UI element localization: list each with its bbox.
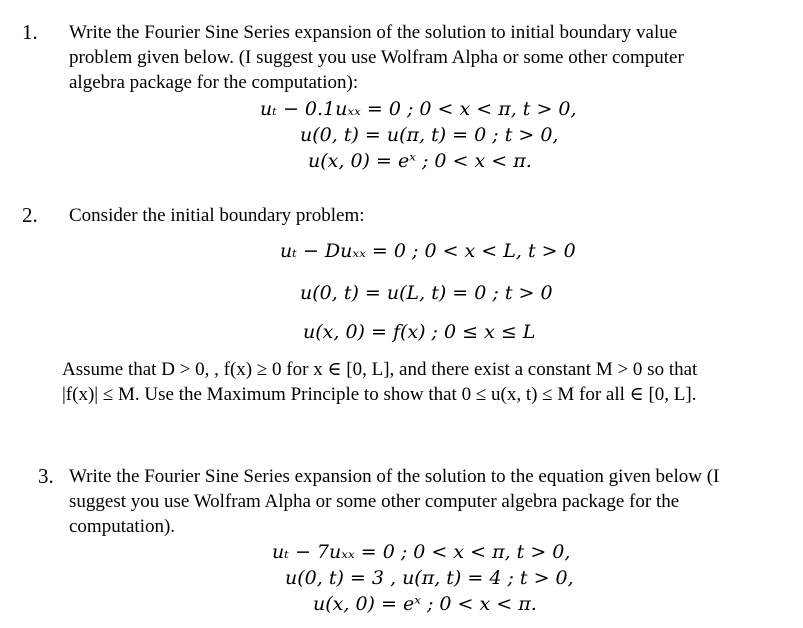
problem-3-line-1: Write the Fourier Sine Series expansion of the solution to the equation given below (I bbox=[69, 466, 720, 487]
problem-1-line-2: problem given below. (I suggest you use Wolfram Alpha or some other computer bbox=[69, 47, 684, 68]
problem-1-line-1: Write the Fourier Sine Series expansion of the solution to initial boundary value bbox=[69, 22, 678, 43]
problem-2-line-1: Consider the initial boundary problem: bbox=[69, 205, 365, 226]
problem-3-equation-2: u(0, t) = 3 , u(π, t) = 4 ; t > 0, bbox=[285, 567, 574, 589]
problem-3-equation-3: u(x, 0) = eˣ ; 0 < x < π. bbox=[313, 593, 537, 615]
problem-2-after-line-2: |f(x)| ≤ M. Use the Maximum Principle to show that 0 ≤ u(x, t) ≤ M for all ∈ [0, L]. bbox=[62, 384, 697, 405]
problem-2-equation-3: u(x, 0) = f(x) ; 0 ≤ x ≤ L bbox=[303, 321, 536, 343]
problem-3-number: 3. bbox=[38, 464, 54, 488]
problem-3-equation-1: uₜ − 7uₓₓ = 0 ; 0 < x < π, t > 0, bbox=[272, 541, 571, 563]
problem-3-line-3: computation). bbox=[69, 516, 176, 537]
problem-1-line-3: algebra package for the computation): bbox=[69, 72, 359, 93]
problem-1-number: 1. bbox=[22, 20, 38, 44]
problem-1-equation-3: u(x, 0) = eˣ ; 0 < x < π. bbox=[308, 150, 532, 172]
problem-2-equation-2: u(0, t) = u(L, t) = 0 ; t > 0 bbox=[300, 282, 553, 304]
problem-2-number: 2. bbox=[22, 203, 38, 227]
problem-2-after-line-1: Assume that D > 0, , f(x) ≥ 0 for x ∈ [0, L], and there exist a constant M > 0 so that bbox=[62, 359, 698, 380]
problem-3-line-2: suggest you use Wolfram Alpha or some other computer algebra package for the bbox=[69, 491, 680, 512]
problem-1-equation-2: u(0, t) = u(π, t) = 0 ; t > 0, bbox=[300, 124, 559, 146]
problem-2-equation-1: uₜ − Duₓₓ = 0 ; 0 < x < L, t > 0 bbox=[280, 240, 576, 262]
problem-1-equation-1: uₜ − 0.1uₓₓ = 0 ; 0 < x < π, t > 0, bbox=[260, 98, 577, 120]
